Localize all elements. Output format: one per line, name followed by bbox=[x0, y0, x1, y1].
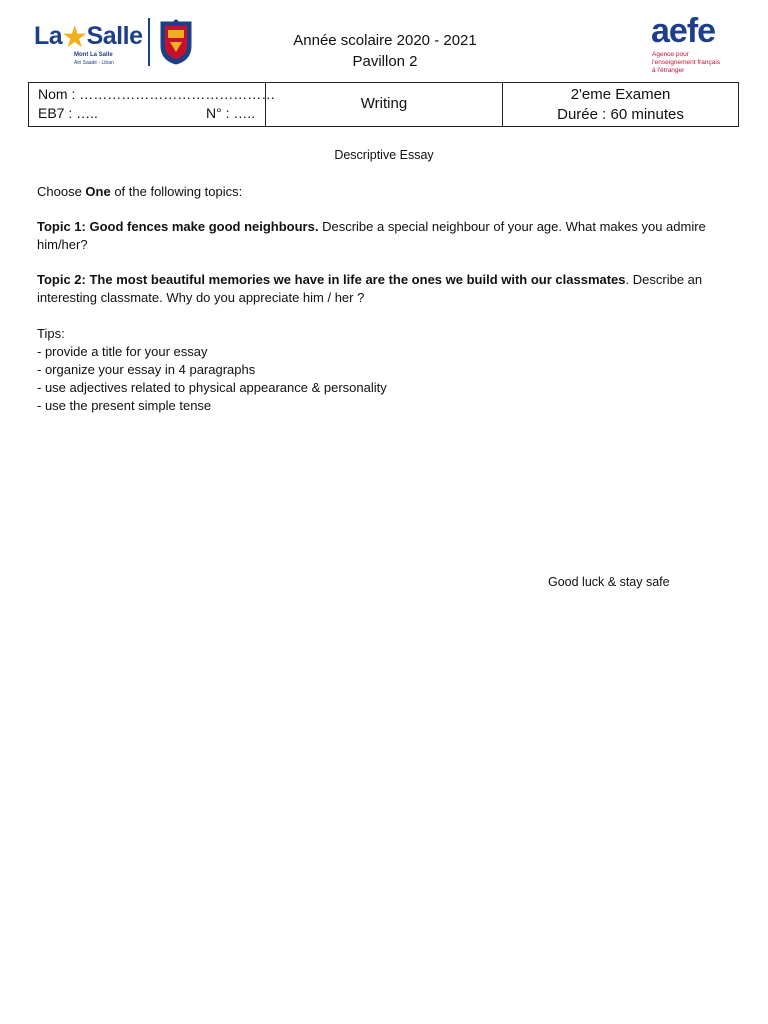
la-salle-brand-salle: Salle bbox=[86, 22, 143, 50]
aefe-tagline-line1: Agence pour bbox=[652, 51, 689, 58]
pavilion-label: Pavillon bbox=[352, 53, 410, 70]
tip-item: - provide a title for your essay bbox=[37, 344, 208, 359]
closing-message: Good luck & stay safe bbox=[548, 575, 670, 589]
logo-divider bbox=[148, 18, 150, 66]
document-title: Descriptive Essay bbox=[334, 148, 434, 162]
exam-duration bbox=[503, 105, 738, 125]
instructions-emphasis: One bbox=[85, 184, 111, 199]
school-crest-icon bbox=[158, 18, 194, 66]
aefe-logo bbox=[634, 14, 744, 78]
student-info-cell bbox=[28, 82, 276, 127]
school-year-value: 2020 - 2021 bbox=[396, 32, 477, 49]
subject-cell bbox=[266, 82, 502, 127]
instructions-prefix: Choose bbox=[37, 184, 86, 199]
star-icon: ★ bbox=[61, 21, 88, 54]
topic-1 bbox=[37, 218, 717, 254]
exam-info-cell bbox=[502, 82, 739, 127]
instructions bbox=[37, 183, 717, 201]
topic-2-prompt: . Describe an interesting classmate. Why do you appreciate him / her ? bbox=[37, 272, 703, 305]
tip-item: - use adjectives related to physical appearance & personality bbox=[37, 380, 387, 395]
duration-unit: minutes bbox=[627, 106, 684, 123]
exam-label: 2'eme Examen bbox=[570, 86, 671, 103]
duration-label: Durée : bbox=[557, 106, 611, 123]
la-salle-logo bbox=[34, 16, 194, 68]
tip-item: - use the present simple tense bbox=[37, 398, 212, 413]
school-year-header bbox=[230, 30, 540, 72]
aefe-tagline-line3: à l'étranger bbox=[652, 67, 685, 74]
aefe-tagline bbox=[652, 51, 744, 75]
instructions-suffix: of the following topics: bbox=[110, 184, 243, 199]
aefe-tagline-line2: l'enseignement français bbox=[652, 59, 721, 66]
student-number-field: N° : ….. bbox=[206, 105, 256, 121]
topic-1-heading: Topic 1: Good fences make good neighbours. bbox=[37, 219, 319, 234]
subject-label: Writing bbox=[360, 95, 408, 112]
topic-2 bbox=[37, 271, 717, 307]
la-salle-subtitle: Mont La Salle bbox=[74, 52, 113, 58]
pavilion-line bbox=[230, 51, 540, 72]
topic-2-heading: Topic 2: The most beautiful memories we have in life are the ones we build with our classmates bbox=[37, 272, 626, 287]
student-name-field: Nom : …………………………………… bbox=[38, 86, 276, 102]
tips-heading: Tips: bbox=[37, 326, 65, 341]
la-salle-location: Ain Saadé - Liban bbox=[74, 60, 114, 66]
la-salle-brand-la: La bbox=[34, 22, 63, 50]
class-field: EB7 : ….. bbox=[38, 105, 98, 121]
pavilion-number: 2 bbox=[409, 53, 418, 70]
exam-info bbox=[503, 85, 738, 125]
duration-value: 60 bbox=[610, 106, 628, 123]
school-year-line bbox=[230, 30, 540, 51]
la-salle-wordmark bbox=[34, 21, 143, 54]
tip-item: - organize your essay in 4 paragraphs bbox=[37, 362, 256, 377]
school-year-label: Année scolaire bbox=[293, 32, 397, 49]
topic-1-prompt: Describe a special neighbour of your age. What makes you admire him/her? bbox=[37, 219, 706, 252]
tips-section bbox=[37, 325, 717, 415]
aefe-wordmark: aefe bbox=[651, 12, 716, 50]
